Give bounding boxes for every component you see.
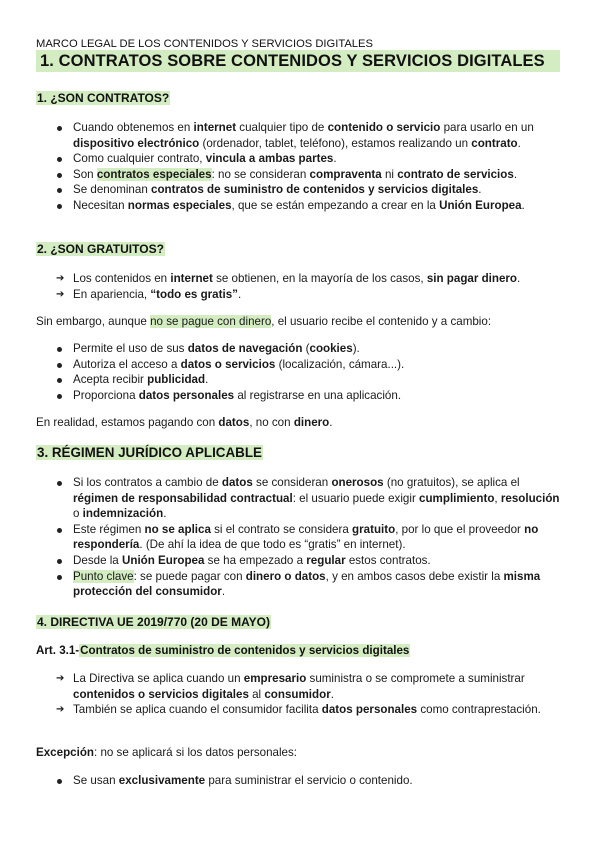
text-run: se ha empezado a [204,553,307,567]
arrow-icon: ➔ [56,673,65,684]
text-run: contratos de suministro de contenidos y servicios digitales [151,183,479,197]
text-run: régimen de responsabilidad contractual [73,491,293,505]
text-run: , [494,491,501,505]
section-3-list [0,475,600,600]
text-run: Acepta recibir [73,373,148,387]
text-run: contrato de servicios [397,167,514,181]
text-run: suministra o se compromete a suministrar [306,672,525,685]
section-2-list [0,341,600,403]
text-run: cumplimiento [419,491,495,505]
text-run: como contraprestación. [417,703,541,717]
bullet-list-item [0,773,600,789]
text-run: datos personales [321,703,418,717]
text-run: al registrarse en una aplicación. [234,388,402,402]
text-run: También se aplica cuando el consumidor facilita [73,703,322,717]
exception-paragraph [36,745,564,761]
text-run: , el usuario recibe el contenido y a cambio: [271,315,492,328]
text-run: si el contrato se considera [210,522,353,536]
arrow-icon: ➔ [56,704,65,716]
section-4-list [0,773,600,789]
text-run: . [237,287,242,301]
text-run: (localización, cámara...). [275,357,405,371]
text-run: empresario [243,672,307,685]
text-run: La Directiva se aplica cuando un [73,672,244,685]
text-run: datos personales [138,388,235,402]
text-run: se obtienen, en la mayoría de los casos, [212,272,427,285]
text-run: contrato [471,136,518,150]
bullet-list-item [0,357,600,373]
arrow-list-item [0,287,600,303]
text-run: . [521,198,525,212]
article-title: Contratos de suministro de contenidos y servicios digitales [80,644,410,657]
text-run: Se usan [73,774,119,787]
text-run: Unión Europea [439,198,522,212]
text-run: En apariencia, [73,287,151,301]
text-run: . [478,183,482,197]
document-title: 1. CONTRATOS SOBRE CONTENIDOS Y SERVICIOS DIGITALES [36,50,560,72]
bullet-list-item [0,553,600,569]
text-run: resolución [500,491,560,505]
section-2-paragraph-2 [36,415,564,431]
text-run: . [205,373,209,387]
text-run: cualquier tipo de [236,121,328,134]
text-run: contenido o servicio [327,121,441,134]
bullet-list-item [0,388,600,404]
text-run: contratos especiales [96,167,212,181]
section-2-paragraph-1 [36,314,564,330]
text-run: gratuito [352,522,396,536]
text-run: Proporciona [73,388,139,402]
text-run: Necesitan [73,198,128,212]
text-run: Punto clave [73,569,134,583]
bullet-list-item [0,475,600,522]
text-run: dinero o datos [245,569,326,583]
bullet-list-item [0,151,600,167]
text-run: dinero [293,416,330,429]
text-run: Como cualquier contrato, [73,152,206,166]
text-run: normas especiales [127,198,232,212]
text-run: no respondería [73,522,539,552]
text-run: : se puede pagar con [133,569,246,583]
bullet-list-item [0,198,600,214]
section-2-arrow-list [0,271,600,302]
text-run: : no se aplicará si los datos personales: [94,746,298,759]
text-run: , por lo que el proveedor [395,522,525,536]
text-run: datos de navegación [187,342,303,355]
bullet-list-item [0,522,600,553]
text-run: Cuando obtenemos en [73,121,194,134]
text-run: Si los contratos a cambio de [73,476,222,489]
bullet-list-item [0,569,600,600]
text-run: se consideran [252,476,332,489]
text-run: dispositivo electrónico [73,136,200,150]
section-2-heading: 2. ¿SON GRATUITOS? [37,242,164,256]
text-run: estos contratos. [345,553,431,567]
text-run: onerosos [331,476,384,489]
arrow-list-item [0,271,600,287]
text-run: publicidad [147,373,206,387]
text-run: : no se consideran [211,167,310,181]
text-run: . [221,585,226,599]
text-run: . [517,136,521,150]
text-run: . [513,167,518,181]
text-run: , y en ambos casos debe existir la [325,569,504,583]
text-run: . [163,507,167,521]
text-run: Se denominan [73,183,151,197]
section-1-heading: 1. ¿SON CONTRATOS? [37,91,170,105]
text-run: vincula a ambas partes [205,152,334,166]
text-run: compraventa [309,167,382,181]
section-3-heading: 3. RÉGIMEN JURÍDICO APLICABLE [37,445,262,460]
bullet-list-item [0,182,600,198]
text-run: ). [352,342,360,355]
arrow-list-item [0,702,600,718]
text-run: internet [193,121,237,134]
text-run: En realidad, estamos pagando con [36,416,219,429]
text-run: Unión Europea [121,553,205,567]
text-run: consumidor [264,687,331,701]
section-4-heading: 4. DIRECTIVA UE 2019/770 (20 DE MAYO) [37,615,270,629]
text-run: al [248,687,265,701]
text-run: Excepción [36,746,94,759]
article-heading [36,643,600,659]
text-run: . (De ahí la idea de que todo es “gratis” en internet). [139,538,406,552]
text-run: exclusivamente [118,774,206,787]
text-run: : el usuario puede exigir [292,491,420,505]
text-run: ( [302,342,310,355]
text-run: contenidos o servicios digitales [73,687,249,701]
text-run: . [517,272,521,285]
text-run: Son [73,167,97,181]
text-run: . [330,687,334,701]
text-run: regular [306,553,346,567]
section-1-list [0,120,600,214]
bullet-list-item [0,120,600,151]
text-run: datos [221,476,253,489]
text-run: ni [381,167,398,181]
arrow-list-item [0,671,600,702]
text-run: , que se están empezando a crear en la [231,198,440,212]
text-run: . [329,416,333,429]
text-run: (no gratuitos), se aplica el [383,476,520,489]
bullet-list-item [0,372,600,388]
bullet-list-item [0,167,600,183]
text-run: indemnización [82,507,164,521]
text-run: para suministrar el servicio o contenido. [205,774,413,787]
arrow-icon: ➔ [56,288,65,300]
text-run: , no con [249,416,294,429]
text-run: datos o servicios [180,357,276,371]
text-run: para usarlo en un [440,121,534,134]
document-header: MARCO LEGAL DE LOS CONTENIDOS Y SERVICIOS DIGITALES [36,38,373,50]
text-run: Autoriza el acceso a [73,357,181,371]
text-run: . [333,152,337,166]
text-run: (ordenador, tablet, teléfono), estamos realizando un [199,136,472,150]
text-run: Desde la [73,553,122,567]
text-run: no se pague con dinero [150,315,272,328]
section-4-arrow-list [0,671,600,718]
text-run: Los contenidos en [73,272,171,285]
text-run: Sin embargo, aunque [36,315,151,328]
text-run: o [73,507,83,521]
text-run: Permite el uso de sus [73,342,188,355]
article-number: Art. 3.1- [36,644,80,657]
text-run: “todo es gratis” [150,287,238,301]
text-run: misma protección del consumidor [73,569,541,599]
text-run: internet [170,272,213,285]
text-run: cookies [309,342,353,355]
text-run: datos [218,416,250,429]
text-run: Este régimen [73,522,145,536]
text-run: sin pagar dinero [426,272,518,285]
arrow-icon: ➔ [56,273,65,284]
text-run: no se aplica [144,522,211,536]
bullet-list-item [0,341,600,357]
